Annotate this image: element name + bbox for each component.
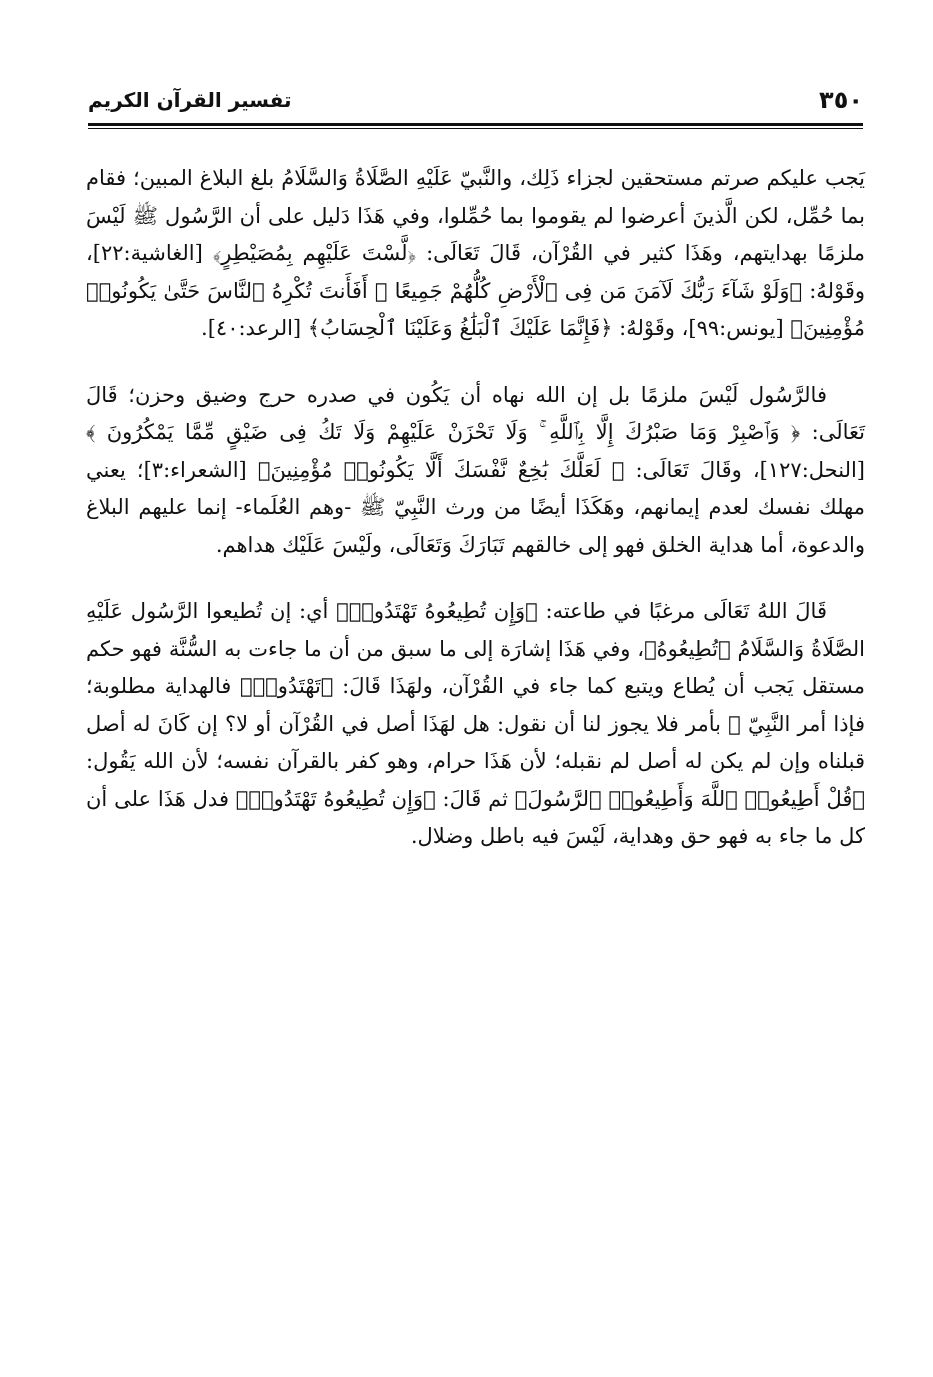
paragraph-3: قَالَ اللهُ تَعَالَى مرغبًا في طاعته: ﴿وَإِن تُطِيعُوهُ تَهْتَدُوا۟﴾ أي: إن تُطيعوا الرَّسُول عَلَيْهِ الصَّلَاةُ وَالسَّلَامُ ﴿تُطِيعُوهُ﴾، وفي هَذَا إشارَة إلى ما سبق من أن ما جاءت به السُّنَّة فهو حكم مستقل يَجب أن يُطاع ويتبع كما جاء في القُرْآن، ولهَذَا قَالَ: ﴿تَهْتَدُوا۟﴾ فالهداية مطلوبة؛ فإذا أمر النَّبِيّ ﷺ بأمر فلا يجوز لنا أن نقول: هل لهَذَا أصل في القُرْآن أو لا؟ إن كَانَ له أصل قبلناه وإن لم يكن له أصل لم نقبله؛ لأن هَذَا حرام، وهو كفر بالقرآن نفسه؛ لأن الله يَقُول: ﴿قُلْ أَطِيعُوا۟ ٱللَّهَ وَأَطِيعُوا۟ ٱلرَّسُولَ﴾ ثم قَالَ: ﴿وَإِن تُطِيعُوهُ تَهْتَدُوا۟﴾ فدل هَذَا على أن كل ما جاء به فهو حق وهداية، لَيْسَ فيه باطل وضلال. bbox=[86, 599, 865, 848]
book-title: تفسير القرآن الكريم bbox=[88, 88, 292, 112]
page-number: ٣٥٠ bbox=[819, 86, 863, 114]
paragraph-2: فالرَّسُول لَيْسَ ملزمًا بل إن الله نهاه أن يَكُون في صدره حرج وضيق وحزن؛ قَالَ تَعَالَى: ﴿ وَٱصْبِرْ وَمَا صَبْرُكَ إِلَّا بِٱللَّهِ ۚ وَلَا تَحْزَنْ عَلَيْهِمْ وَلَا تَكُ فِى ضَيْقٍ مِّمَّا يَمْكُرُونَ ﴾ [النحل:١٢٧]، وقَالَ تَعَالَى: ﴿ لَعَلَّكَ بَٰخِعٌ نَّفْسَكَ أَلَّا يَكُونُوا۟ مُؤْمِنِينَ﴾ [الشعراء:٣]؛ يعني مهلك نفسك لعدم إيمانهم، وهَكَذَا أيضًا من ورث النَّبِيّ ﷺ -وهم العُلَماء- إنما عليهم البلاغ والدعوة، أما هداية الخلق فهو إلى خالقهم تَبَارَكَ وَتَعَالَى، ولَيْسَ عَلَيْك هداهم. bbox=[86, 382, 866, 557]
page-body bbox=[86, 160, 865, 856]
paragraph-1: يَجب عليكم صرتم مستحقين لجزاء ذَلِك، والنَّبيّ عَلَيْهِ الصَّلَاةُ وَالسَّلَامُ بلغ البلاغ المبين؛ فقام بما حُمِّل، لكن الَّذينَ أعرضوا لم يقوموا بما حُمِّلوا، وفي هَذَا دَليل على أن الرَّسُول ﷺ لَيْسَ ملزمًا بهدايتهم، وهَذَا كثير في القُرْآن، قَالَ تَعَالَى: ﴿لَّسْتَ عَلَيْهِم بِمُصَيْطِرٍ﴾ [الغاشية:٢٢]، وقَوْلهُ: ﴿وَلَوْ شَآءَ رَبُّكَ لَآمَنَ مَن فِى ٱلْأَرْضِ كُلُّهُمْ جَمِيعًا ۚ أَفَأَنتَ تُكْرِهُ ٱلنَّاسَ حَتَّىٰ يَكُونُوا۟ مُؤْمِنِينَ﴾ [يونس:٩٩]، وقَوْلهُ: ﴿فَإِنَّمَا عَلَيْكَ ٱلْبَلَٰغُ وَعَلَيْنَا ٱلْحِسَابُ﴾ [الرعد:٤٠]. bbox=[86, 166, 865, 340]
header-divider bbox=[88, 123, 863, 126]
page-header bbox=[88, 80, 863, 126]
